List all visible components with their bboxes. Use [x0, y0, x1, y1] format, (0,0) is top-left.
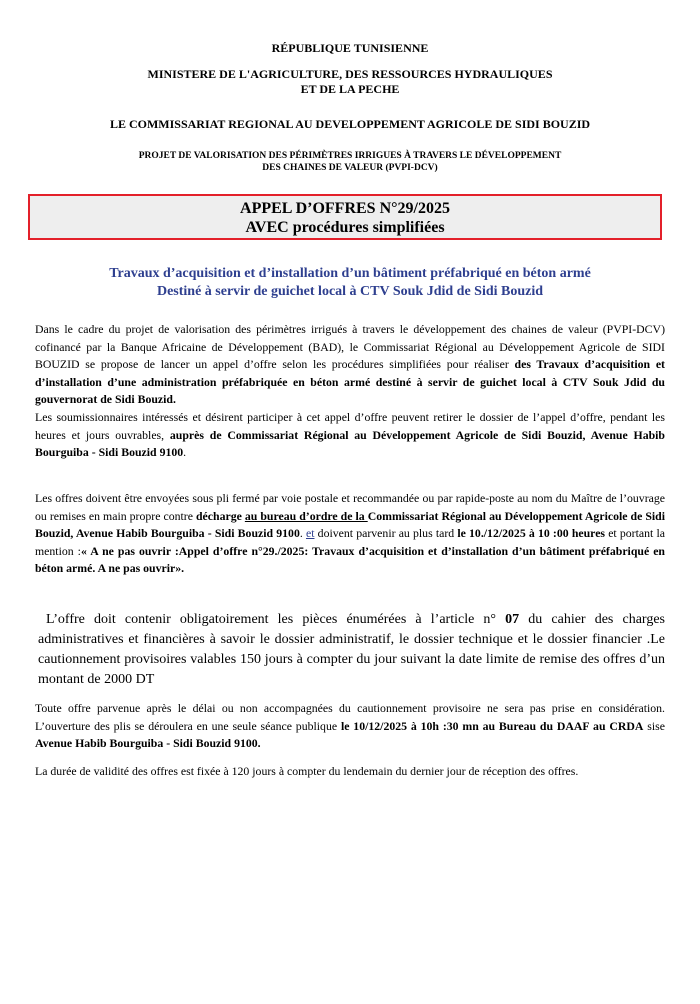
text-run: L’offre doit contenir obligatoirement les pièces énumérées à l’article n°	[46, 612, 506, 627]
text-run: et portant la mention :	[35, 526, 665, 558]
text-run: .	[183, 445, 187, 460]
project-line-2: DES CHAINES DE VALEUR (PVPI-DCV)	[262, 163, 438, 173]
republic-heading: RÉPUBLIQUE TUNISIENNE	[271, 41, 429, 55]
bold-run: décharge	[195, 508, 245, 523]
text-run: doivent parvenir au plus tard	[314, 526, 458, 541]
paragraph-opening	[35, 700, 665, 753]
bold-run: des Travaux d’acquisition et d’installation d’une administration préfabriquée en béton armé destiné à servir de guichet local à CTV Souk Jdid du gouvernorat de Sidi Bouzid.	[35, 357, 665, 407]
paragraph-submission	[35, 490, 665, 578]
tender-title-box	[28, 194, 662, 240]
text-run: .	[299, 526, 306, 541]
paragraph-context	[35, 321, 665, 462]
text-run: Dans le cadre du projet de valorisation des périmètres irrigués à travers le développement des chaines de valeur (PVPI-DCV) cofinancé par la Banque Africaine de Développement (BAD), le Commissariat Régional au Développement Agricole de SIDI BOUZID se propose de lancer un appel d’offre selon les procédures simplifiées pour réaliser	[35, 322, 665, 372]
indent	[38, 612, 46, 627]
opening-date: le 10/12/2025 à 10h :30 mn au Bureau du DAAF au CRDA	[340, 718, 644, 733]
ministry-heading	[20, 67, 680, 97]
text-run: Les offres doivent être envoyées sous pli fermé par voie postale et recommandée ou par rapide-poste au nom du Maître de l’ouvrage ou remises en main propre contre	[35, 491, 665, 523]
opening-address: Avenue Habib Bourguiba - Sidi Bouzid 9100.	[35, 736, 261, 751]
text-run: Toute offre parvenue après le délai ou non accompagnées du cautionnement provisoire ne sera pas prise en considération. L’ouverture des plis se déroulera en une seule séance publique	[35, 701, 665, 733]
text-run: Les soumissionnaires intéressés et désirent participer à cet appel d’offre peuvent retirer le dossier de l’appel d’offre, pendant les heures et jours ouvrables,	[35, 409, 665, 442]
subject-line-1: Travaux d’acquisition et d’installation d’un bâtiment préfabriqué en béton armé	[109, 266, 591, 281]
paragraph-validity: La durée de validité des offres est fixée à 120 jours à compter du lendemain du dernier jour de réception des offres.	[35, 764, 579, 778]
text-run: sise	[643, 718, 665, 733]
paragraph-documents	[38, 610, 665, 690]
envelope-mention: « A ne pas ouvrir :Appel d’offre n°29./2025: Travaux d’acquisition et d’installation d’un bâtiment préfabriqué en béton armé. A ne pas ouvrir».	[35, 543, 665, 576]
bold-run: auprès de Commissariat Régional au Développement Agricole de Sidi Bouzid, Avenue Habib Bourguiba - Sidi Bouzid 9100	[35, 427, 665, 460]
bold-run: Commissariat Régional au Développement Agricole de Sidi Bouzid, Avenue Habib Bourguiba - Sidi Bouzid 9100	[35, 508, 666, 541]
et-link[interactable]: et	[305, 526, 315, 541]
deadline-date: le 10./12/2025 à 10 :00 heures	[457, 526, 606, 541]
tender-subtitle: AVEC procédures simplifiées	[245, 219, 445, 236]
project-heading	[20, 150, 680, 174]
subject-line-2: Destiné à servir de guichet local à CTV Souk Jdid de Sidi Bouzid	[156, 284, 544, 299]
bold-underlined-run: au bureau d’ordre de la	[244, 508, 368, 523]
article-number: 07	[505, 612, 520, 627]
ministry-line-1: MINISTERE DE L'AGRICULTURE, DES RESSOURCES HYDRAULIQUES	[147, 67, 553, 81]
tender-title: APPEL D’OFFRES N°29/2025	[240, 200, 450, 217]
commissariat-heading: LE COMMISSARIAT REGIONAL AU DEVELOPPEMENT AGRICOLE DE SIDI BOUZID	[109, 117, 591, 131]
text-run: du cahier des charges administratives et financières à savoir le dossier administratif, le dossier technique et le dossier financier .Le cautionnement provisoires valables 150 jours à compter du jour suivant la date limite de remise des offres d’un montant de 2000 DT	[38, 612, 665, 687]
tender-subject	[20, 265, 680, 301]
project-line-1: PROJET DE VALORISATION DES PÉRIMÈTRES IRRIGUES À TRAVERS LE DÉVELOPPEMENT	[138, 151, 562, 161]
ministry-line-2: ET DE LA PECHE	[300, 82, 400, 96]
